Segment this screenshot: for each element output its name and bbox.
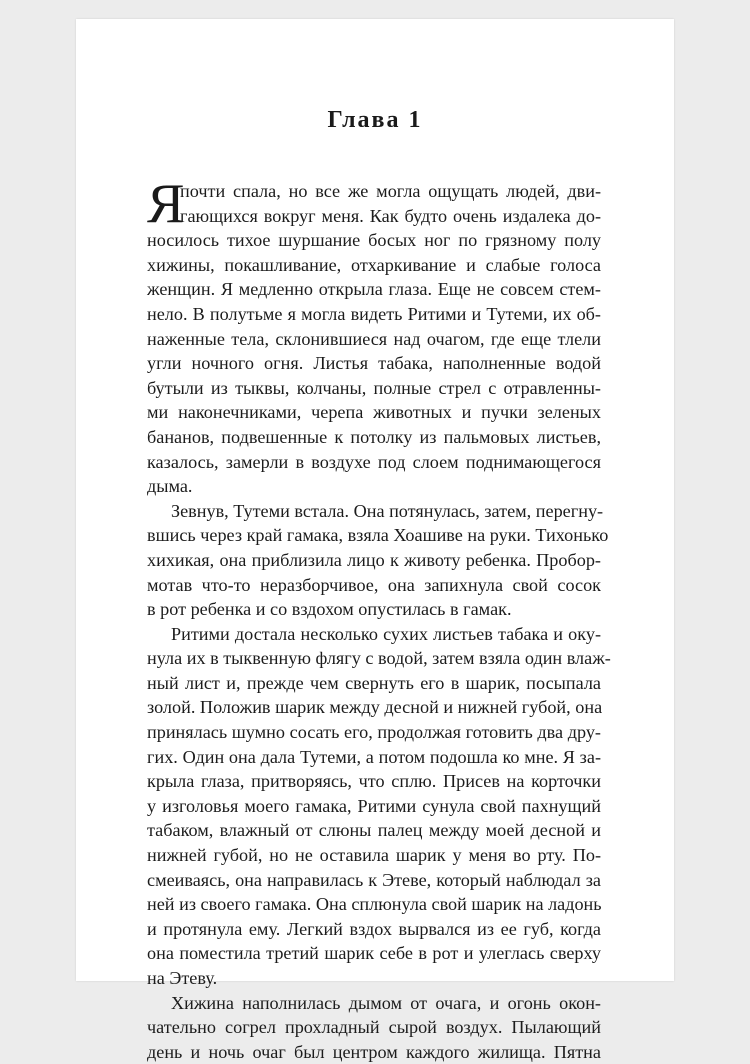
- paragraph: [147, 499, 609, 622]
- paragraph: [147, 991, 601, 1064]
- text-line: нело. В полутьме я могла видеть Ритими и Тутеми, их об-: [147, 303, 601, 324]
- book-page: [76, 19, 674, 1062]
- text-line: нижней губой, но не оставила шарик у меня во рту. По-: [147, 845, 601, 866]
- text-line: она поместила третий шарик себе в рот и улеглась сверху: [147, 943, 601, 964]
- text-line: ми наконечниками, черепа животных и пучки зеленых: [147, 402, 601, 423]
- text-line: женщин. Я медленно открыла глаза. Еще не совсем стем-: [147, 279, 601, 300]
- text-line: гающихся вокруг меня. Как будто очень издалека до-: [180, 205, 601, 226]
- text-line: бананов, подвешенные к потолку из пальмовых листьев,: [147, 426, 601, 447]
- text-line: бутыли из тыквы, колчаны, полные стрел с отравленны-: [147, 377, 601, 398]
- body-text: [147, 173, 611, 1064]
- text-line: в рот ребенка и со вздохом опустилась в гамак.: [147, 599, 512, 620]
- text-line: гих. Один она дала Тутеми, а потом подошла ко мне. Я за-: [147, 746, 601, 767]
- text-line: смеиваясь, она направилась к Этеве, который наблюдал за: [147, 869, 601, 890]
- text-line: крыла глаза, притворяясь, что сплю. Присев на корточки: [147, 771, 601, 792]
- text-line: почти спала, но все же могла ощущать людей, дви-: [180, 181, 601, 201]
- text-line: дыма.: [147, 476, 193, 497]
- text-line: золой. Положив шарик между десной и нижней губой, она: [147, 697, 603, 718]
- text-line: у изголовья моего гамака, Ритими сунула свой пахнущий: [147, 795, 601, 816]
- text-line: мотав что-то неразборчивое, она запихнула свой сосок: [147, 574, 601, 595]
- text-line: носилось тихое шуршание босых ног по грязному полу: [147, 230, 601, 251]
- text-line: ный лист и, прежде чем свернуть его в шарик, посыпала: [147, 672, 601, 693]
- text-line: Ритими достала несколько сухих листьев табака и оку-: [171, 623, 601, 644]
- text-line: хижины, покашливание, отхаркивание и слабые голоса: [147, 254, 601, 275]
- text-line: чательно согрел прохладный сырой воздух. Пылающий: [147, 1017, 601, 1038]
- text-line: хихикая, она приблизила лицо к животу ребенка. Пробор-: [147, 549, 601, 570]
- chapter-title: Глава 1: [327, 107, 423, 133]
- text-line: наженные тела, склонившиеся над очагом, где еще тлели: [147, 328, 601, 349]
- text-line: Хижина наполнилась дымом от очага, и огонь окон-: [171, 992, 601, 1013]
- text-line: день и ночь очаг был центром каждого жилища. Пятна: [147, 1041, 601, 1062]
- text-line: Зевнув, Тутеми встала. Она потянулась, затем, перегну-: [171, 500, 604, 521]
- paragraph: [147, 622, 611, 991]
- text-line: угли ночного огня. Листья табака, наполненные водой: [147, 353, 601, 374]
- text-line: казалось, замерли в воздухе под слоем поднимающегося: [147, 451, 601, 472]
- text-line: ней из своего гамака. Она сплюнула свой шарик на ладонь: [147, 894, 602, 915]
- text-line: табаком, влажный от слюны палец между моей десной и: [147, 820, 601, 841]
- text-line: и протянула ему. Легкий вздох вырвался из ее губ, когда: [147, 918, 601, 939]
- drop-cap: Я: [147, 173, 185, 235]
- text-line: на Этеву.: [147, 968, 218, 988]
- text-line: принялась шумно сосать его, продолжая готовить два дру-: [147, 722, 601, 743]
- paragraph: [147, 173, 601, 499]
- text-line: нула их в тыквенную флягу с водой, затем взяла один влаж-: [147, 648, 611, 669]
- text-line: вшись через край гамака, взяла Хоашиве на руки. Тихонько: [147, 525, 609, 546]
